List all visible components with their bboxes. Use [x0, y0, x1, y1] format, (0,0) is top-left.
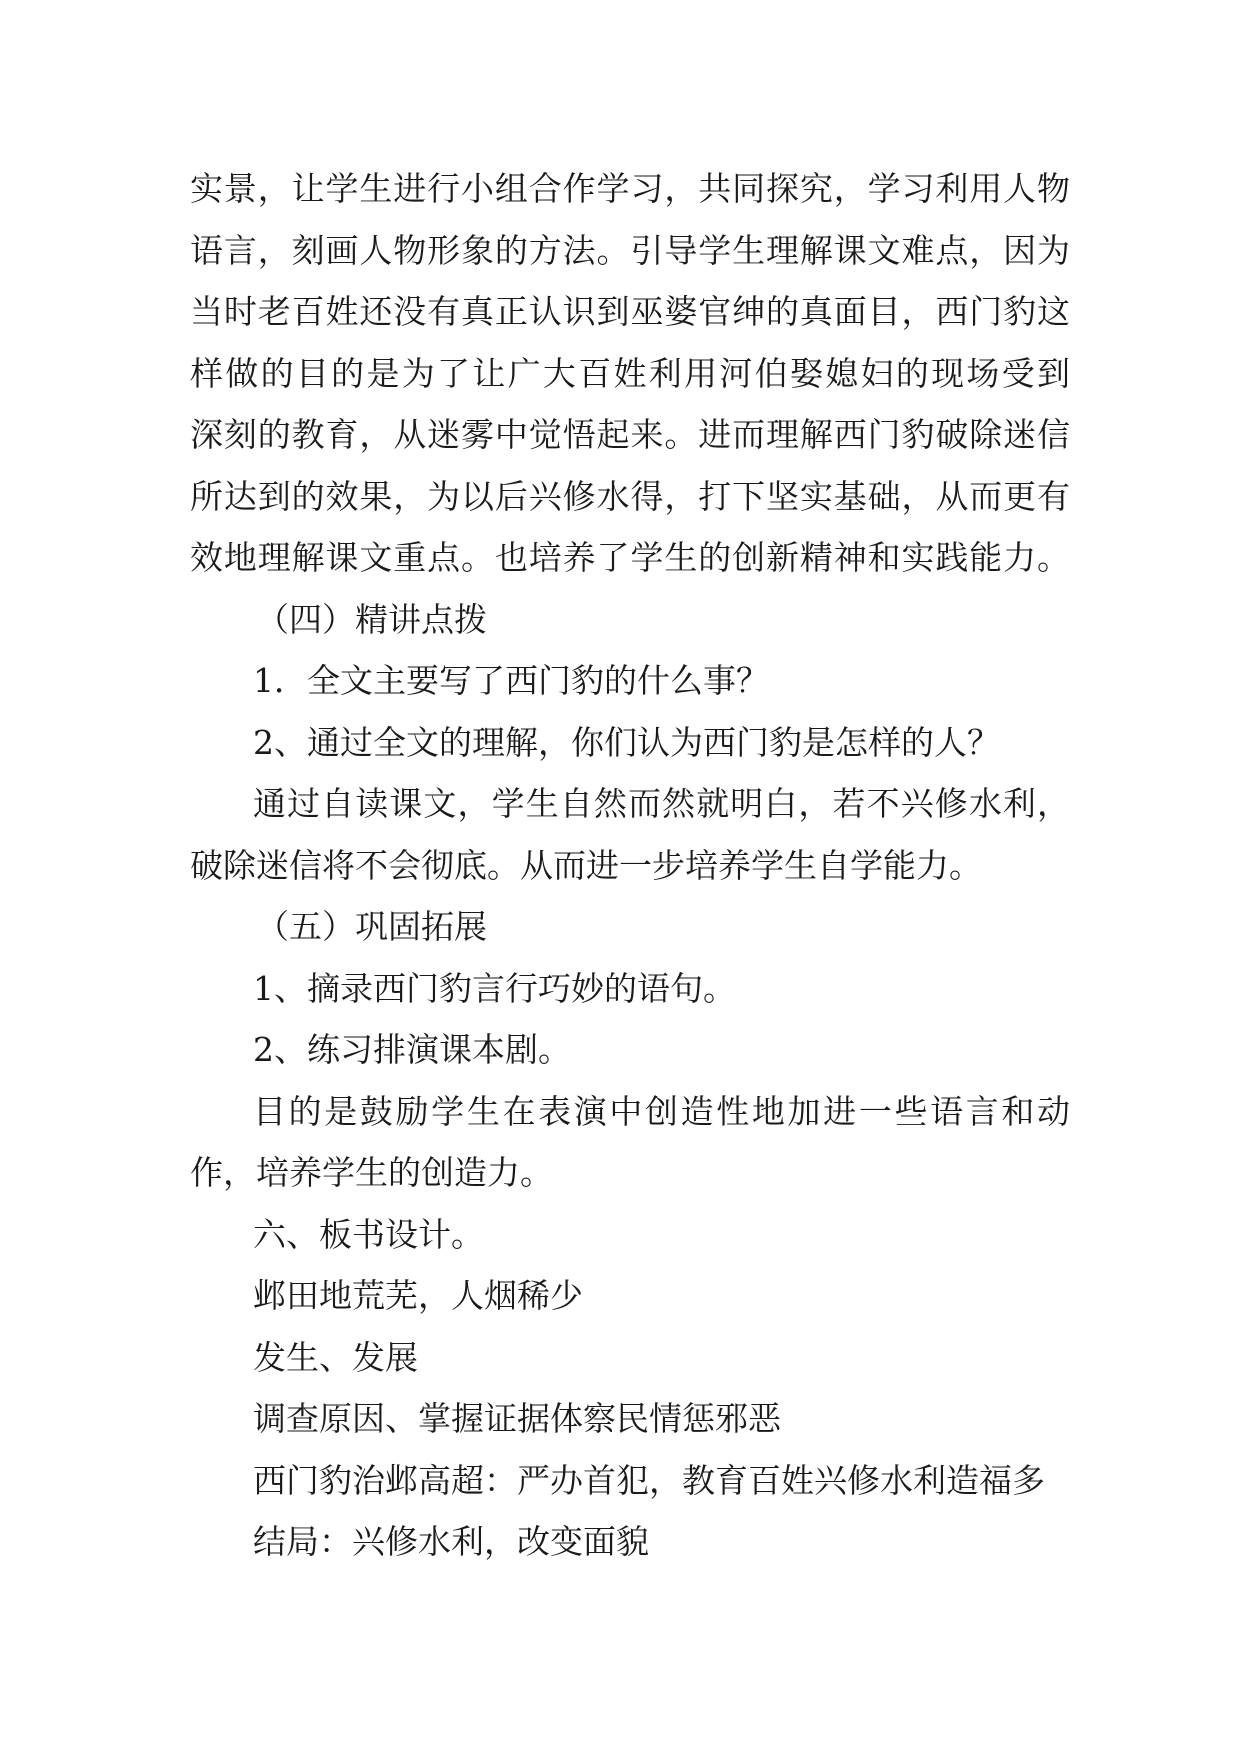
paragraph-line: 样做的目的是为了让广大百姓利用河伯娶媳妇的现场受到: [190, 353, 1070, 393]
board-line: 结局：兴修水利，改变面貌: [253, 1522, 649, 1561]
paragraph-line: 作，培养学生的创造力。: [190, 1153, 553, 1192]
board-line: 邺田地荒芜，人烟稀少: [253, 1276, 583, 1315]
paragraph-line: 当时老百姓还没有真正认识到巫婆官绅的真面目，西门豹这: [190, 292, 1070, 331]
paragraph-line: 所达到的效果，为以后兴修水得，打下坚实基础，从而更有: [190, 476, 1070, 516]
section-heading-6: 六、板书设计。: [253, 1214, 484, 1254]
question-2: 2、通过全文的理解，你们认为西门豹是怎样的人？: [253, 722, 1000, 762]
paragraph-line: 深刻的教育，从迷雾中觉悟起来。进而理解西门豹破除迷信: [190, 415, 1070, 454]
paragraph-line: 语言，刻画人物形象的方法。引导学生理解课文难点，因为: [190, 230, 1070, 270]
paragraph-line: 目的是鼓励学生在表演中创造性地加进一些语言和动: [253, 1091, 1070, 1131]
task-1: 1、摘录西门豹言行巧妙的语句。: [253, 968, 736, 1008]
section-heading-5: （五）巩固拓展: [256, 907, 487, 946]
board-line: 调查原因、掌握证据体察民情惩邪恶: [253, 1399, 781, 1438]
paragraph-line: 破除迷信将不会彻底。从而进一步培养学生自学能力。: [190, 845, 982, 885]
paragraph-line: 通过自读课文，学生自然而然就明白，若不兴修水利，: [253, 784, 1070, 823]
task-2: 2、练习排演课本剧。: [253, 1030, 571, 1069]
board-line: 西门豹治邺高超：严办首犯，教育百姓兴修水利造福多: [253, 1460, 1045, 1500]
board-line: 发生、发展: [253, 1337, 418, 1377]
section-heading-4: （四）精讲点拨: [256, 599, 487, 639]
document-body: [190, 158, 1070, 1573]
paragraph-line: 实景，让学生进行小组合作学习，共同探究，学习利用人物: [190, 169, 1070, 208]
paragraph-line: 效地理解课文重点。也培养了学生的创新精神和实践能力。: [190, 538, 1070, 577]
question-1: 1．全文主要写了西门豹的什么事？: [253, 661, 769, 700]
